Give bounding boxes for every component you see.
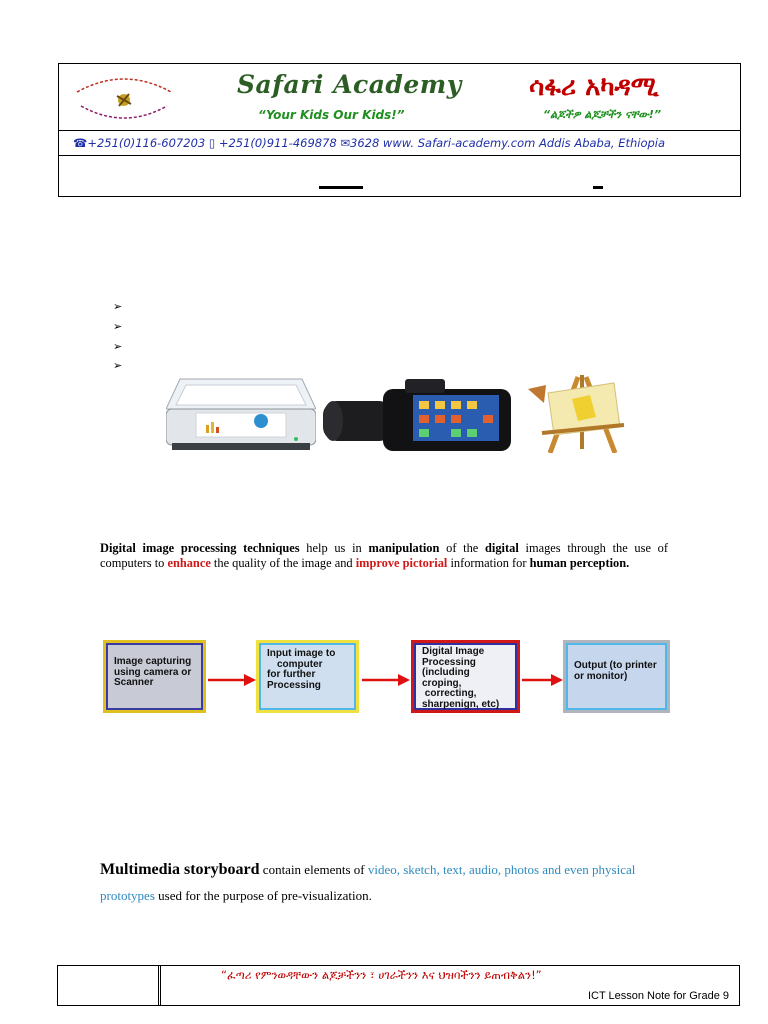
letterhead-blank-row [59, 156, 740, 198]
redaction-bar [319, 186, 363, 189]
bullet-marker: ➢ [113, 321, 123, 333]
redaction-bar [593, 186, 603, 189]
paragraph-text: contain elements of [259, 862, 368, 877]
contact-line: ☎+251(0)116-607203 ▯ +251(0)911-469878 ✉3628 www. Safari-academy.com Addis Ababa, Ethiopia [59, 130, 740, 156]
flow-step-text: using camera or [114, 666, 192, 678]
flow-step-text: Input image to [267, 648, 336, 659]
flow-step-text: or monitor) [574, 670, 628, 682]
bullet-marker: ➢ [113, 341, 123, 353]
highlight-blue: video, sketch, text, audio, photos and even physical prototypes [100, 862, 636, 903]
academy-logo [69, 70, 179, 126]
flow-step-text: (including croping, [422, 667, 470, 689]
academy-name-english: Safari Academy [237, 70, 462, 99]
flow-step-text: Processing [422, 656, 476, 668]
flow-step-text: correcting, [422, 688, 477, 699]
term-bold: manipulation [368, 541, 440, 555]
bullet-marker: ➢ [113, 360, 123, 372]
flow-step-text: Scanner [114, 677, 154, 688]
term-bold: digital [485, 541, 519, 555]
flow-step-text: computer [277, 658, 323, 670]
flow-step-text: Processing [267, 679, 321, 691]
slogan-amharic: “ልጆችዎ ልጆቻችን ናቸው!” [543, 108, 662, 121]
letterhead-title-row [59, 64, 740, 131]
scanner-image [166, 373, 316, 453]
footer-motto: “ፈጣሪ የምንወዳቸውን ልጆቻችንን ፣ ሀገራችንን እና ህዝባችንን ይጠብቅልን!” [221, 968, 542, 982]
flow-step-text: Digital Image [422, 646, 485, 657]
slogan-english: “Your Kids Our Kids!” [258, 108, 405, 122]
paragraph-text: information for [447, 555, 530, 570]
term-bold: Digital image processing techniques [100, 541, 300, 555]
flow-step-text: Output (to printer [574, 660, 657, 671]
bullet-marker: ➢ [113, 301, 123, 313]
flow-arrows [206, 656, 566, 700]
letterhead [58, 63, 741, 197]
flow-step-capture [103, 640, 206, 713]
camera-image [323, 373, 513, 453]
paragraph-text: the quality of the image and [210, 555, 356, 570]
storyboard-paragraph [100, 857, 680, 909]
paragraph-text: help us in [299, 541, 369, 555]
term-bold: human perception. [529, 555, 630, 570]
paragraph-text: of the [439, 541, 486, 555]
flow-step-output [563, 640, 670, 713]
page-footer [57, 965, 740, 1006]
highlight-red: improve pictorial [355, 555, 448, 570]
highlight-red: enhance [167, 555, 211, 570]
term-bold: Multimedia storyboard [100, 861, 260, 878]
footer-page-cell [58, 966, 161, 1005]
academy-name-amharic: ሳፋሪ አካዳሚ [529, 72, 659, 102]
paragraph-text: used for the purpose of pre-visualization. [154, 888, 372, 903]
flow-step-text: Image capturing [114, 656, 192, 667]
flow-step-text: sharpenign, etc) [422, 698, 500, 710]
paragraph-text: images through the use of computers to [100, 541, 668, 570]
definition-paragraph [100, 541, 668, 570]
footer-course-note: ICT Lesson Note for Grade 9 [587, 990, 729, 1002]
flow-step-text: for further [267, 669, 316, 680]
easel-image [520, 373, 645, 453]
